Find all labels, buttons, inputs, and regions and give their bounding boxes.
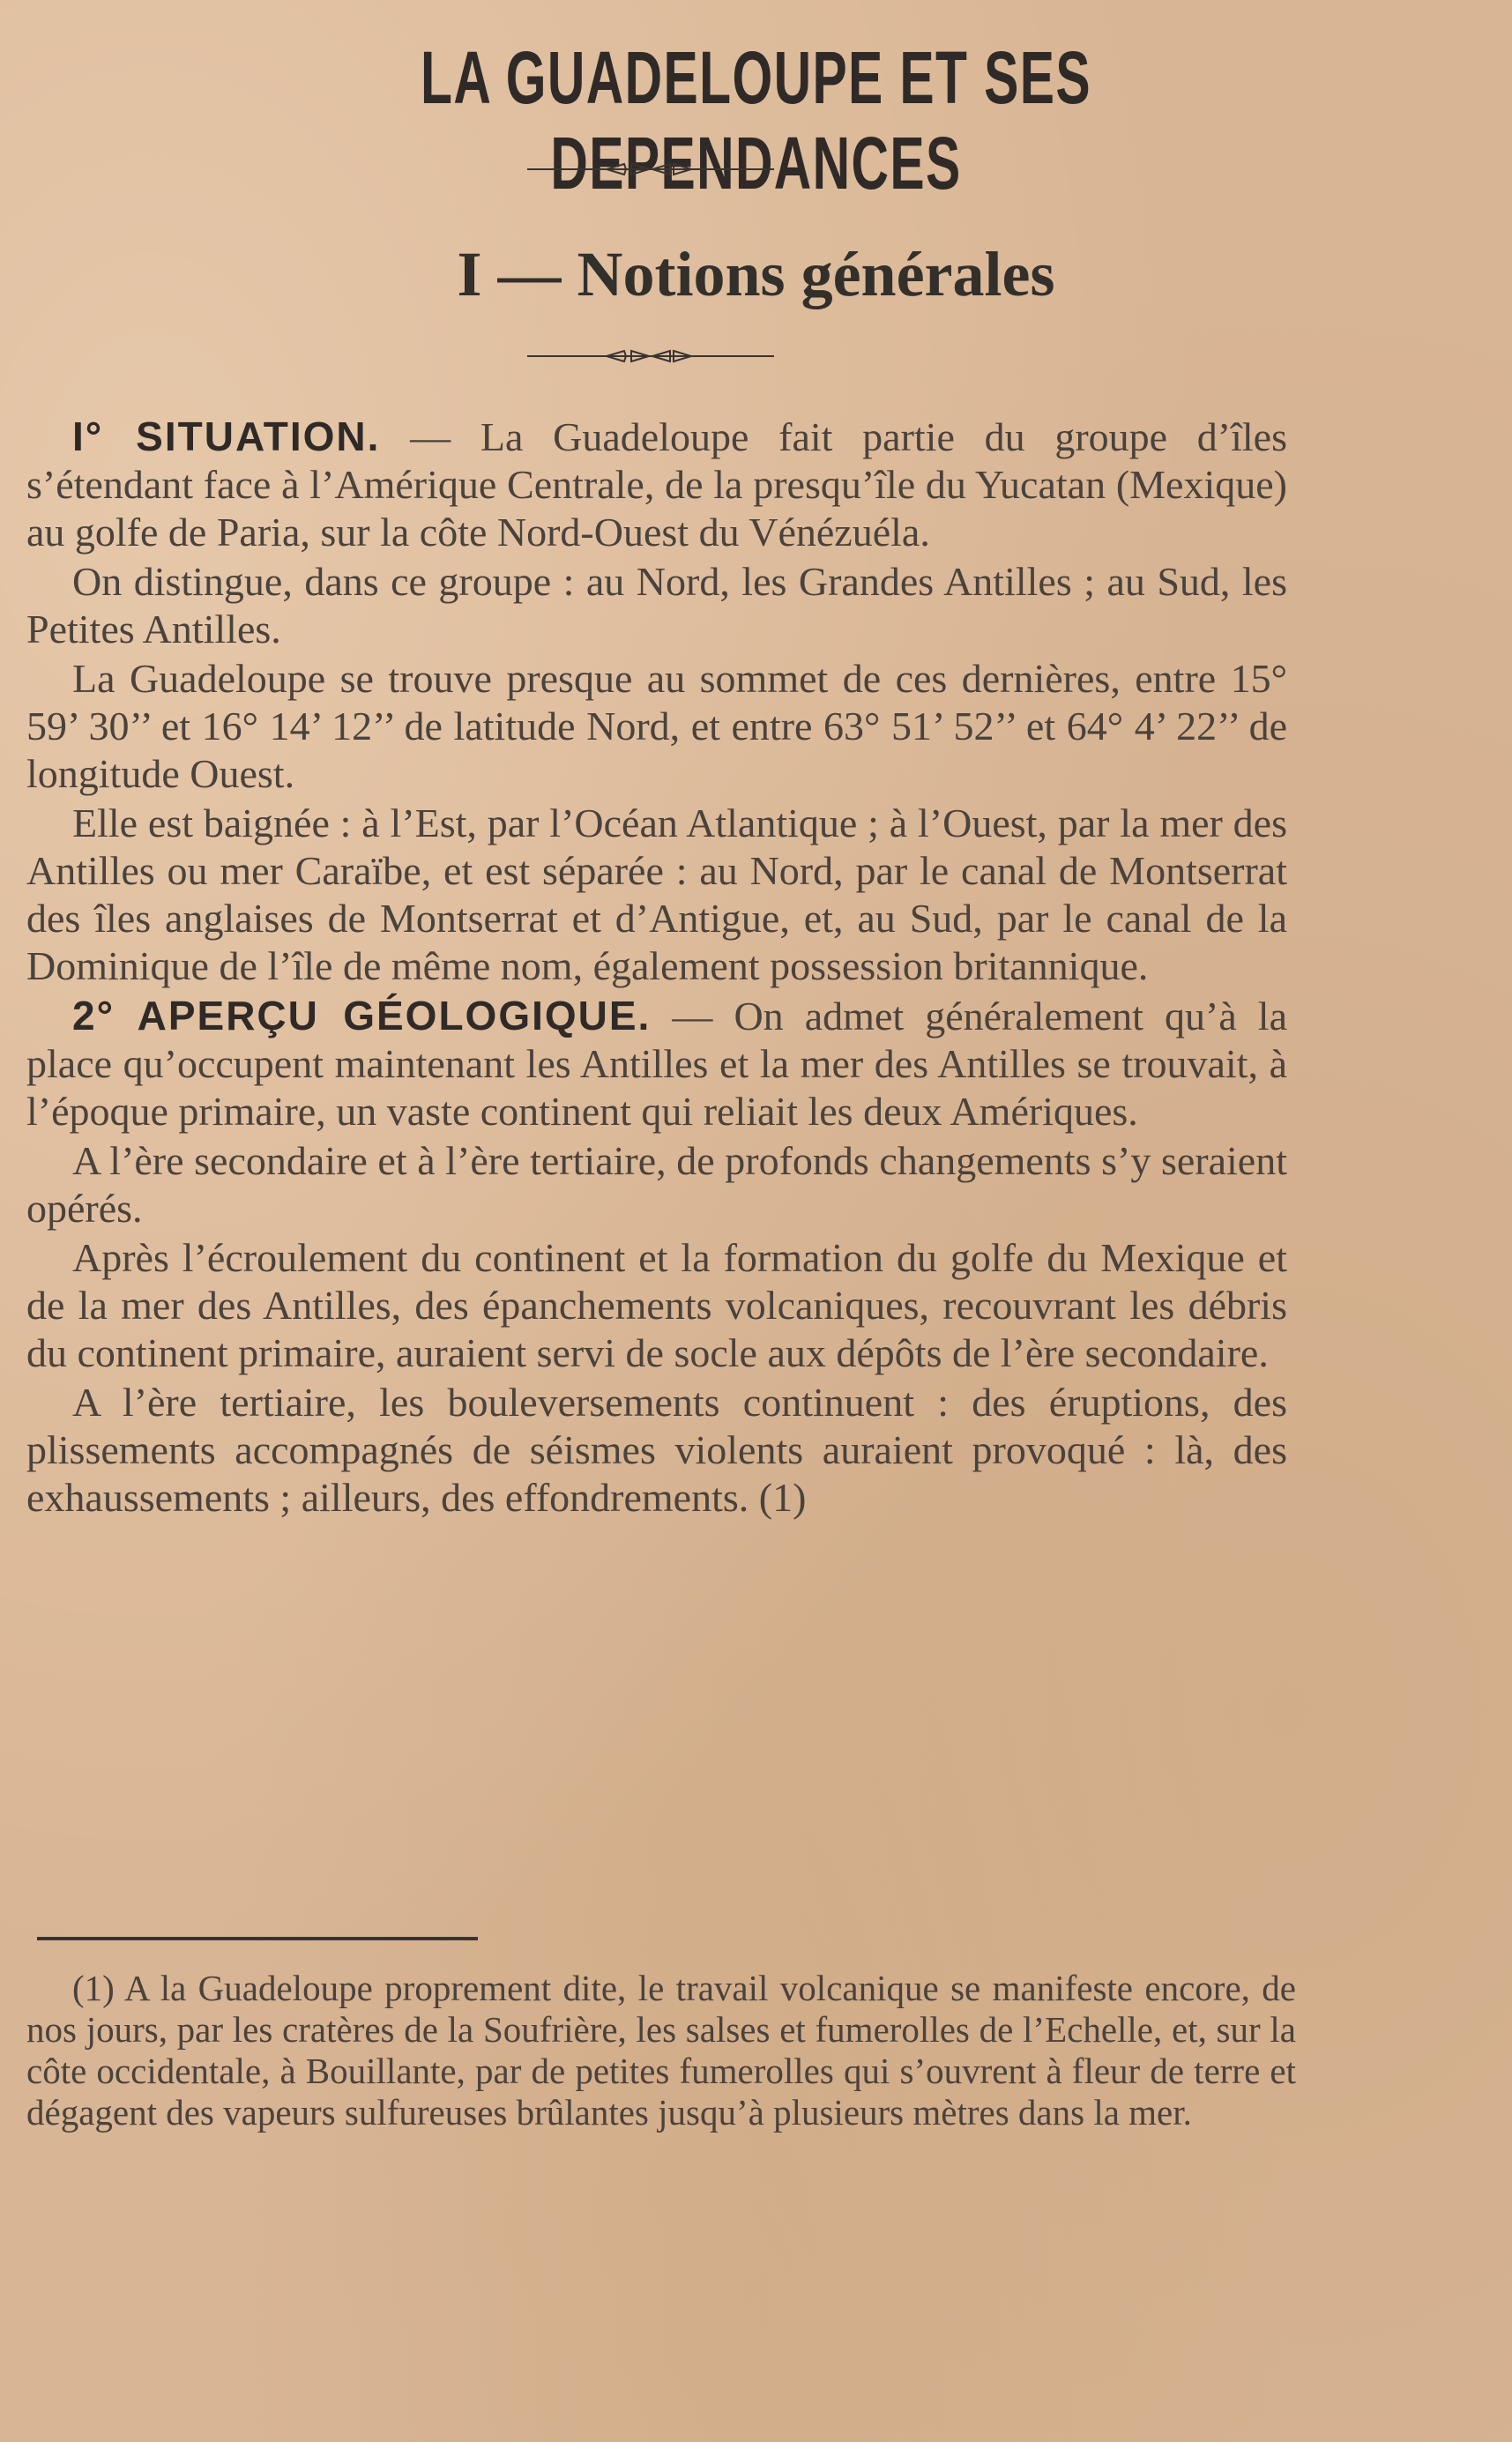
- geology-heading: 2° APERÇU GÉOLOGIQUE.: [72, 993, 652, 1039]
- paragraph-geology: [26, 992, 1287, 1135]
- situation-heading: I° SITUATION.: [72, 413, 381, 459]
- paragraph: A l’ère tertiaire, les bouleversements continuent : des éruptions, des plissements accompagnés de séismes violents auraient provoqué : là, des exhaussements ; ailleurs, des effondrements. (1): [26, 1380, 1287, 1520]
- paragraph: On distingue, dans ce groupe : au Nord, les Grandes Antilles ; au Sud, les Petites Antilles.: [26, 559, 1287, 651]
- paragraph: Elle est baignée : à l’Est, par l’Océan Atlantique ; à l’Ouest, par la mer des Antilles ou mer Caraïbe, et est séparée : au Nord, par le canal de Montserrat des îles anglaises de Montserrat et d’Antigue, et, au Sud, par le canal de la Dominique de l’île de même nom, également possession britannique.: [26, 800, 1287, 988]
- paragraph-situation: [26, 413, 1287, 556]
- paragraph: La Guadeloupe se trouve presque au sommet de ces dernières, entre 15° 59’ 30’’ et 16° 14’ 12’’ de latitude Nord, et entre 63° 51’ 52’’ et 64° 4’ 22’’ de longitude Ouest.: [26, 656, 1287, 796]
- footnote: (1) A la Guadeloupe proprement dite, le travail volcanique se manifeste encore, de nos jours, par les cratères de la Soufrière, les salses et fumerolles de l’Echelle, et, sur la côte occidentale, à Bouillante, par de petites fumerolles qui s’ouvrent à fleur de terre et dégagent des vapeurs sulfureuses brûlantes jusqu’à plusieurs mètres dans la mer.: [26, 1968, 1296, 2133]
- body-text: [26, 413, 1287, 1523]
- paragraph: A l’ère secondaire et à l’ère tertiaire, de profonds changements s’y seraient opérés.: [26, 1138, 1287, 1231]
- situation-text: — La Guadeloupe fait partie du groupe d’îles s’étendant face à l’Amérique Centrale, de la presqu’île du Yucatan (Mexique) au golfe de Paria, sur la côte Nord-Ouest du Vénézuéla.: [26, 414, 1287, 555]
- page-title: LA GUADELOUPE ET SES DEPENDANCES: [421, 36, 1091, 205]
- paragraph: Après l’écroulement du continent et la formation du golfe du Mexique et de la mer des Antilles, des épanchements volcaniques, recouvrant les débris du continent primaire, auraient servi de socle aux dépôts de l’ère secondaire.: [26, 1235, 1287, 1375]
- footnote-divider: [37, 1937, 478, 1940]
- section-heading: I — Notions générales: [457, 239, 1055, 309]
- ornament-divider-icon: [527, 159, 774, 180]
- ornament-divider-icon: [527, 346, 774, 367]
- geology-text: — On admet généralement qu’à la place qu’occupent maintenant les Antilles et la mer des Antilles se trouvait, à l’époque primaire, un vaste continent qui reliait les deux Amériques.: [26, 994, 1287, 1134]
